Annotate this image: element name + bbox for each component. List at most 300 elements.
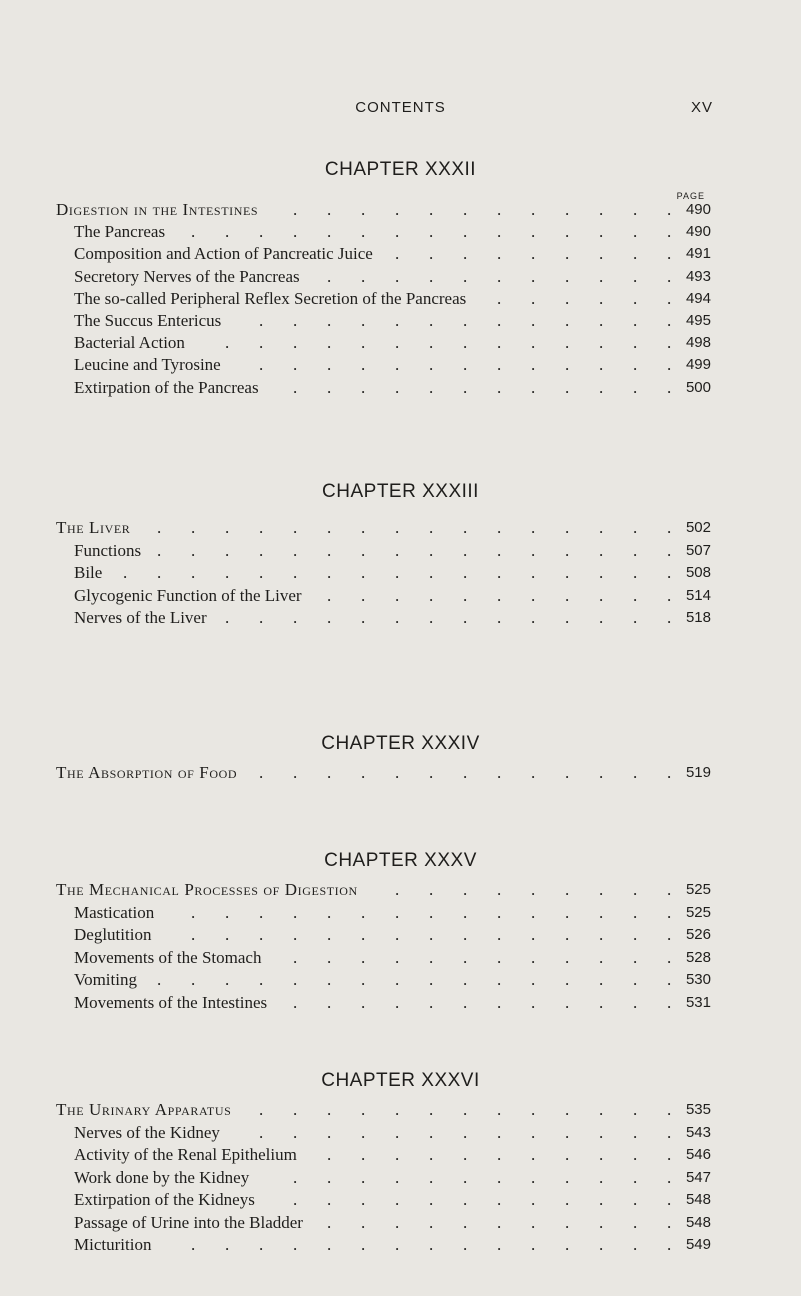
leader-dot: . <box>463 902 468 922</box>
leader-dot: . <box>463 1122 468 1142</box>
chapter-heading <box>0 480 801 504</box>
leader-dot: . <box>531 333 536 353</box>
leader-dot: . <box>463 244 468 264</box>
toc-entry-title: Digestion in the Intestines <box>56 200 259 219</box>
leader-dot: . <box>599 311 604 330</box>
leader-dot: . <box>259 1235 264 1254</box>
leader-dot: . <box>667 763 672 782</box>
leader-dot: . <box>463 763 468 782</box>
leader-dot: . <box>191 518 196 537</box>
leader-dot: . <box>293 355 298 375</box>
leader-dot: . <box>531 1212 536 1232</box>
toc-entry-title: Bacterial Action <box>74 333 185 353</box>
leader-dot: . <box>463 970 468 989</box>
leader-dot: . <box>531 902 536 922</box>
leader-dot: . <box>497 1167 502 1187</box>
leader-dot: . <box>327 608 332 627</box>
leader-dot: . <box>633 1100 638 1119</box>
leader-dot: . <box>667 355 672 375</box>
leader-dot: . <box>225 1235 230 1254</box>
leader-dot: . <box>633 880 638 899</box>
toc-entry-page: 549 <box>685 1236 711 1253</box>
leader-dot: . <box>395 200 400 219</box>
leader-dot: . <box>633 925 638 944</box>
leader-dot: . <box>361 518 366 537</box>
leader-dot: . <box>429 763 434 782</box>
leader-dot: . <box>361 763 366 782</box>
toc-entry <box>0 1189 801 1211</box>
leader-dot: . <box>429 244 434 264</box>
leader-dot: . <box>497 244 502 264</box>
leader-dot: . <box>463 563 468 582</box>
leader-dot: . <box>633 355 638 375</box>
toc-entry-page: 528 <box>685 948 711 966</box>
leader-dot: . <box>327 1190 332 1209</box>
leader-dot: . <box>633 288 638 308</box>
leader-dot: . <box>565 902 570 922</box>
toc-entry-page: 508 <box>685 564 711 581</box>
toc-entry-page: 490 <box>685 223 711 241</box>
leader-dot: . <box>361 970 366 989</box>
leader-dot: . <box>463 377 468 397</box>
leader-dot: . <box>361 947 366 967</box>
leader-dot: . <box>497 902 502 922</box>
leader-dot: . <box>633 1235 638 1254</box>
leader-dot: . <box>599 1167 604 1187</box>
toc-entry-page: 507 <box>685 541 711 559</box>
toc-entry-title: Secretory Nerves of the Pancreas <box>74 266 300 286</box>
leader-dot: . <box>225 608 230 627</box>
leader-dot: . <box>429 992 434 1012</box>
leader-dot: . <box>259 902 264 922</box>
leader-dot: . <box>361 1100 366 1119</box>
leader-dot: . <box>157 970 162 989</box>
toc-entry <box>0 354 801 376</box>
leader-dot: . <box>565 880 570 899</box>
leader-dot: . <box>633 222 638 242</box>
leader-dot: . <box>225 540 230 560</box>
leader-dot: . <box>395 608 400 627</box>
leader-dot: . <box>259 925 264 944</box>
leader-dot: . <box>123 563 128 582</box>
leader-dot: . <box>599 970 604 989</box>
leader-dot: . <box>531 563 536 582</box>
leader-dot: . <box>497 377 502 397</box>
toc-entry <box>0 585 801 607</box>
toc-entry-page: 547 <box>685 1168 711 1186</box>
leader-dot: . <box>633 266 638 286</box>
leader-dot: . <box>531 377 536 397</box>
leader-dot: . <box>259 1122 264 1142</box>
leader-dot: . <box>225 563 230 582</box>
leader-dot: . <box>293 992 298 1012</box>
leader-dot: . <box>191 222 196 242</box>
leader-dot: . <box>565 1235 570 1254</box>
toc-entry-page: 514 <box>685 586 711 604</box>
leader-dot: . <box>191 563 196 582</box>
leader-dot: . <box>667 288 672 308</box>
leader-dot: . <box>667 222 672 242</box>
leader-dot: . <box>531 585 536 605</box>
leader-dot: . <box>225 333 230 353</box>
leader-dot: . <box>599 377 604 397</box>
leader-dot: . <box>599 1122 604 1142</box>
toc-entry-title: Functions <box>74 540 142 560</box>
leader-dot: . <box>293 1167 298 1187</box>
leader-dot: . <box>599 200 604 219</box>
leader-dot: . <box>497 518 502 537</box>
toc-entry-page: 519 <box>685 764 711 781</box>
leader-dot: . <box>395 1190 400 1209</box>
leader-dot: . <box>463 1190 468 1209</box>
leader-dot: . <box>191 925 196 944</box>
toc-entry-page: 531 <box>685 993 711 1011</box>
leader-dot: . <box>327 585 332 605</box>
leader-dot: . <box>395 970 400 989</box>
leader-dot: . <box>259 970 264 989</box>
leader-dot: . <box>327 200 332 219</box>
leader-dot: . <box>429 311 434 330</box>
leader-dot: . <box>429 266 434 286</box>
leader-dot: . <box>497 266 502 286</box>
leader-dot: . <box>259 355 264 375</box>
leader-dot: . <box>599 540 604 560</box>
leader-dot: . <box>531 540 536 560</box>
leader-dot: . <box>667 585 672 605</box>
toc-entry <box>0 879 801 901</box>
leader-dot: . <box>259 333 264 353</box>
leader-dot: . <box>497 763 502 782</box>
leader-dot: . <box>429 947 434 967</box>
leader-dot: . <box>497 200 502 219</box>
leader-dot: . <box>633 311 638 330</box>
leader-dot: . <box>633 970 638 989</box>
leader-dot: . <box>497 1235 502 1254</box>
leader-dot: . <box>667 1235 672 1254</box>
leader-dot: . <box>395 1212 400 1232</box>
leader-dot: . <box>599 947 604 967</box>
leader-dot: . <box>667 1145 672 1164</box>
leader-dot: . <box>565 1190 570 1209</box>
leader-dot: . <box>667 1190 672 1209</box>
leader-dot: . <box>429 925 434 944</box>
toc-entry-title: Leucine and Tyrosine <box>74 355 221 375</box>
toc-entry <box>0 1234 801 1256</box>
leader-dot: . <box>531 763 536 782</box>
toc-entry-title: The Liver <box>56 518 131 537</box>
leader-dot: . <box>531 947 536 967</box>
toc-entry-title: Movements of the Stomach <box>74 947 262 967</box>
toc-entry-page: 548 <box>685 1191 711 1208</box>
leader-dot: . <box>463 355 468 375</box>
leader-dot: . <box>293 377 298 397</box>
leader-dot: . <box>633 540 638 560</box>
leader-dot: . <box>293 200 298 219</box>
toc-entry-page: 543 <box>685 1123 711 1141</box>
leader-dot: . <box>599 1235 604 1254</box>
leader-dot: . <box>361 585 366 605</box>
leader-dot: . <box>667 518 672 537</box>
leader-dot: . <box>497 563 502 582</box>
leader-dot: . <box>531 608 536 627</box>
leader-dot: . <box>667 1167 672 1187</box>
leader-dot: . <box>565 200 570 219</box>
toc-entry-page: 500 <box>685 378 711 396</box>
toc-entry-title: The Pancreas <box>74 222 166 242</box>
chapter-title: CHAPTER XXXVI <box>321 1070 480 1091</box>
leader-dot: . <box>225 970 230 989</box>
leader-dot: . <box>633 902 638 922</box>
toc-entry-title: Micturition <box>74 1235 152 1254</box>
leader-dot: . <box>361 1145 366 1164</box>
toc-entry-title: The Urinary Apparatus <box>56 1100 232 1119</box>
leader-dot: . <box>429 540 434 560</box>
leader-dot: . <box>531 925 536 944</box>
leader-dot: . <box>531 970 536 989</box>
leader-dot: . <box>565 763 570 782</box>
leader-dot: . <box>361 902 366 922</box>
leader-dot: . <box>463 333 468 353</box>
leader-dot: . <box>327 1212 332 1232</box>
leader-dot: . <box>463 222 468 242</box>
leader-dot: . <box>463 925 468 944</box>
leader-dot: . <box>633 763 638 782</box>
leader-dot: . <box>497 608 502 627</box>
leader-dot: . <box>497 540 502 560</box>
leader-dot: . <box>531 992 536 1012</box>
leader-dot: . <box>395 1167 400 1187</box>
toc-entry <box>0 288 801 310</box>
leader-dot: . <box>395 992 400 1012</box>
leader-dot: . <box>327 1235 332 1254</box>
leader-dot: . <box>327 902 332 922</box>
running-head <box>60 99 741 119</box>
leader-dot: . <box>293 608 298 627</box>
toc-entry-page: 525 <box>685 903 711 921</box>
leader-dot: . <box>633 992 638 1012</box>
chapter-heading <box>0 849 801 873</box>
leader-dot: . <box>497 1212 502 1232</box>
leader-dot: . <box>293 518 298 537</box>
toc-entry <box>0 1212 801 1234</box>
leader-dot: . <box>429 902 434 922</box>
leader-dot: . <box>565 311 570 330</box>
leader-dot: . <box>395 1122 400 1142</box>
leader-dot: . <box>599 902 604 922</box>
leader-dot: . <box>361 355 366 375</box>
leader-dot: . <box>633 333 638 353</box>
leader-dot: . <box>633 563 638 582</box>
toc-entry-title: Nerves of the Kidney <box>74 1122 220 1142</box>
leader-dot: . <box>565 266 570 286</box>
leader-dot: . <box>497 970 502 989</box>
toc-entry-page: 493 <box>685 267 711 285</box>
leader-dot: . <box>565 244 570 264</box>
leader-dot: . <box>667 992 672 1012</box>
leader-dot: . <box>667 1100 672 1119</box>
leader-dot: . <box>531 518 536 537</box>
leader-dot: . <box>429 1145 434 1164</box>
toc-entry <box>0 1144 801 1166</box>
leader-dot: . <box>327 311 332 330</box>
toc-entry <box>0 1167 801 1189</box>
leader-dot: . <box>327 1145 332 1164</box>
toc-entry <box>0 243 801 265</box>
leader-dot: . <box>327 1100 332 1119</box>
toc-entry-page: 498 <box>685 334 711 352</box>
leader-dot: . <box>463 200 468 219</box>
leader-dot: . <box>395 333 400 353</box>
leader-dot: . <box>463 1212 468 1232</box>
leader-dot: . <box>497 992 502 1012</box>
leader-dot: . <box>497 947 502 967</box>
leader-dot: . <box>327 222 332 242</box>
leader-dot: . <box>259 563 264 582</box>
leader-dot: . <box>599 266 604 286</box>
leader-dot: . <box>599 992 604 1012</box>
leader-dot: . <box>395 222 400 242</box>
toc-entry-page: 526 <box>685 926 711 943</box>
leader-dot: . <box>565 585 570 605</box>
leader-dot: . <box>429 355 434 375</box>
leader-dot: . <box>361 377 366 397</box>
leader-dot: . <box>225 902 230 922</box>
leader-dot: . <box>565 222 570 242</box>
toc-entry-page: 499 <box>685 356 711 374</box>
leader-dot: . <box>497 1100 502 1119</box>
leader-dot: . <box>429 608 434 627</box>
chapter-title: CHAPTER XXXIII <box>322 481 479 502</box>
leader-dot: . <box>327 266 332 286</box>
leader-dot: . <box>293 222 298 242</box>
leader-dot: . <box>599 518 604 537</box>
leader-dot: . <box>531 288 536 308</box>
leader-dot: . <box>531 1167 536 1187</box>
leader-dot: . <box>463 266 468 286</box>
page-column-label: PAGE <box>676 191 705 201</box>
leader-dot: . <box>395 585 400 605</box>
chapter-title: CHAPTER XXXV <box>324 850 477 871</box>
leader-dot: . <box>497 1145 502 1164</box>
toc-entry-page: 494 <box>685 289 711 307</box>
toc-entry <box>0 992 801 1014</box>
leader-dot: . <box>191 540 196 560</box>
leader-dot: . <box>361 200 366 219</box>
leader-dot: . <box>259 608 264 627</box>
leader-dot: . <box>565 992 570 1012</box>
leader-dot: . <box>531 311 536 330</box>
leader-dot: . <box>259 540 264 560</box>
leader-dot: . <box>667 311 672 330</box>
leader-dot: . <box>531 355 536 375</box>
leader-dot: . <box>531 1235 536 1254</box>
leader-dot: . <box>633 1212 638 1232</box>
leader-dot: . <box>293 763 298 782</box>
leader-dot: . <box>395 355 400 375</box>
leader-dot: . <box>191 902 196 922</box>
leader-dot: . <box>327 925 332 944</box>
leader-dot: . <box>293 333 298 353</box>
leader-dot: . <box>667 902 672 922</box>
chapter-title: CHAPTER XXXIV <box>321 733 480 754</box>
leader-dot: . <box>633 608 638 627</box>
toc-entry <box>0 924 801 946</box>
leader-dot: . <box>667 1212 672 1232</box>
leader-dot: . <box>429 1122 434 1142</box>
leader-dot: . <box>565 947 570 967</box>
leader-dot: . <box>565 288 570 308</box>
leader-dot: . <box>293 925 298 944</box>
leader-dot: . <box>497 925 502 944</box>
toc-entry-title: Passage of Urine into the Bladder <box>74 1212 303 1232</box>
toc-entry-title: The Mechanical Processes of Digestion <box>56 880 358 899</box>
leader-dot: . <box>429 563 434 582</box>
leader-dot: . <box>191 1235 196 1254</box>
toc-entry <box>0 310 801 332</box>
leader-dot: . <box>497 311 502 330</box>
leader-dot: . <box>633 1122 638 1142</box>
toc-entry-title: Vomiting <box>74 970 137 989</box>
leader-dot: . <box>463 540 468 560</box>
leader-dot: . <box>667 377 672 397</box>
leader-dot: . <box>293 1235 298 1254</box>
toc-entry-title: Work done by the Kidney <box>74 1167 250 1187</box>
leader-dot: . <box>463 518 468 537</box>
leader-dot: . <box>395 902 400 922</box>
toc-entry-page: 530 <box>685 971 711 988</box>
leader-dot: . <box>225 925 230 944</box>
leader-dot: . <box>463 1145 468 1164</box>
leader-dot: . <box>497 288 502 308</box>
leader-dot: . <box>599 222 604 242</box>
leader-dot: . <box>361 1122 366 1142</box>
leader-dot: . <box>531 880 536 899</box>
leader-dot: . <box>633 1167 638 1187</box>
leader-dot: . <box>667 970 672 989</box>
toc-entry-title: The so-called Peripheral Reflex Secretion of the Pancreas <box>74 288 467 308</box>
leader-dot: . <box>157 563 162 582</box>
leader-dot: . <box>565 377 570 397</box>
leader-dot: . <box>599 763 604 782</box>
leader-dot: . <box>327 1122 332 1142</box>
leader-dot: . <box>633 518 638 537</box>
leader-dot: . <box>565 608 570 627</box>
toc-entry <box>0 947 801 969</box>
toc-entry <box>0 762 801 784</box>
leader-dot: . <box>361 925 366 944</box>
leader-dot: . <box>361 992 366 1012</box>
leader-dot: . <box>191 970 196 989</box>
toc-entry-title: Extirpation of the Pancreas <box>74 377 259 397</box>
leader-dot: . <box>667 333 672 353</box>
leader-dot: . <box>633 1190 638 1209</box>
chapter-heading <box>0 1069 801 1093</box>
leader-dot: . <box>395 925 400 944</box>
leader-dot: . <box>225 518 230 537</box>
leader-dot: . <box>327 377 332 397</box>
leader-dot: . <box>429 880 434 899</box>
leader-dot: . <box>531 266 536 286</box>
toc-entry <box>0 266 801 288</box>
leader-dot: . <box>531 1100 536 1119</box>
leader-dot: . <box>293 947 298 967</box>
leader-dot: . <box>463 311 468 330</box>
leader-dot: . <box>429 377 434 397</box>
leader-dot: . <box>361 311 366 330</box>
leader-dot: . <box>429 333 434 353</box>
leader-dot: . <box>361 1190 366 1209</box>
leader-dot: . <box>633 1145 638 1164</box>
